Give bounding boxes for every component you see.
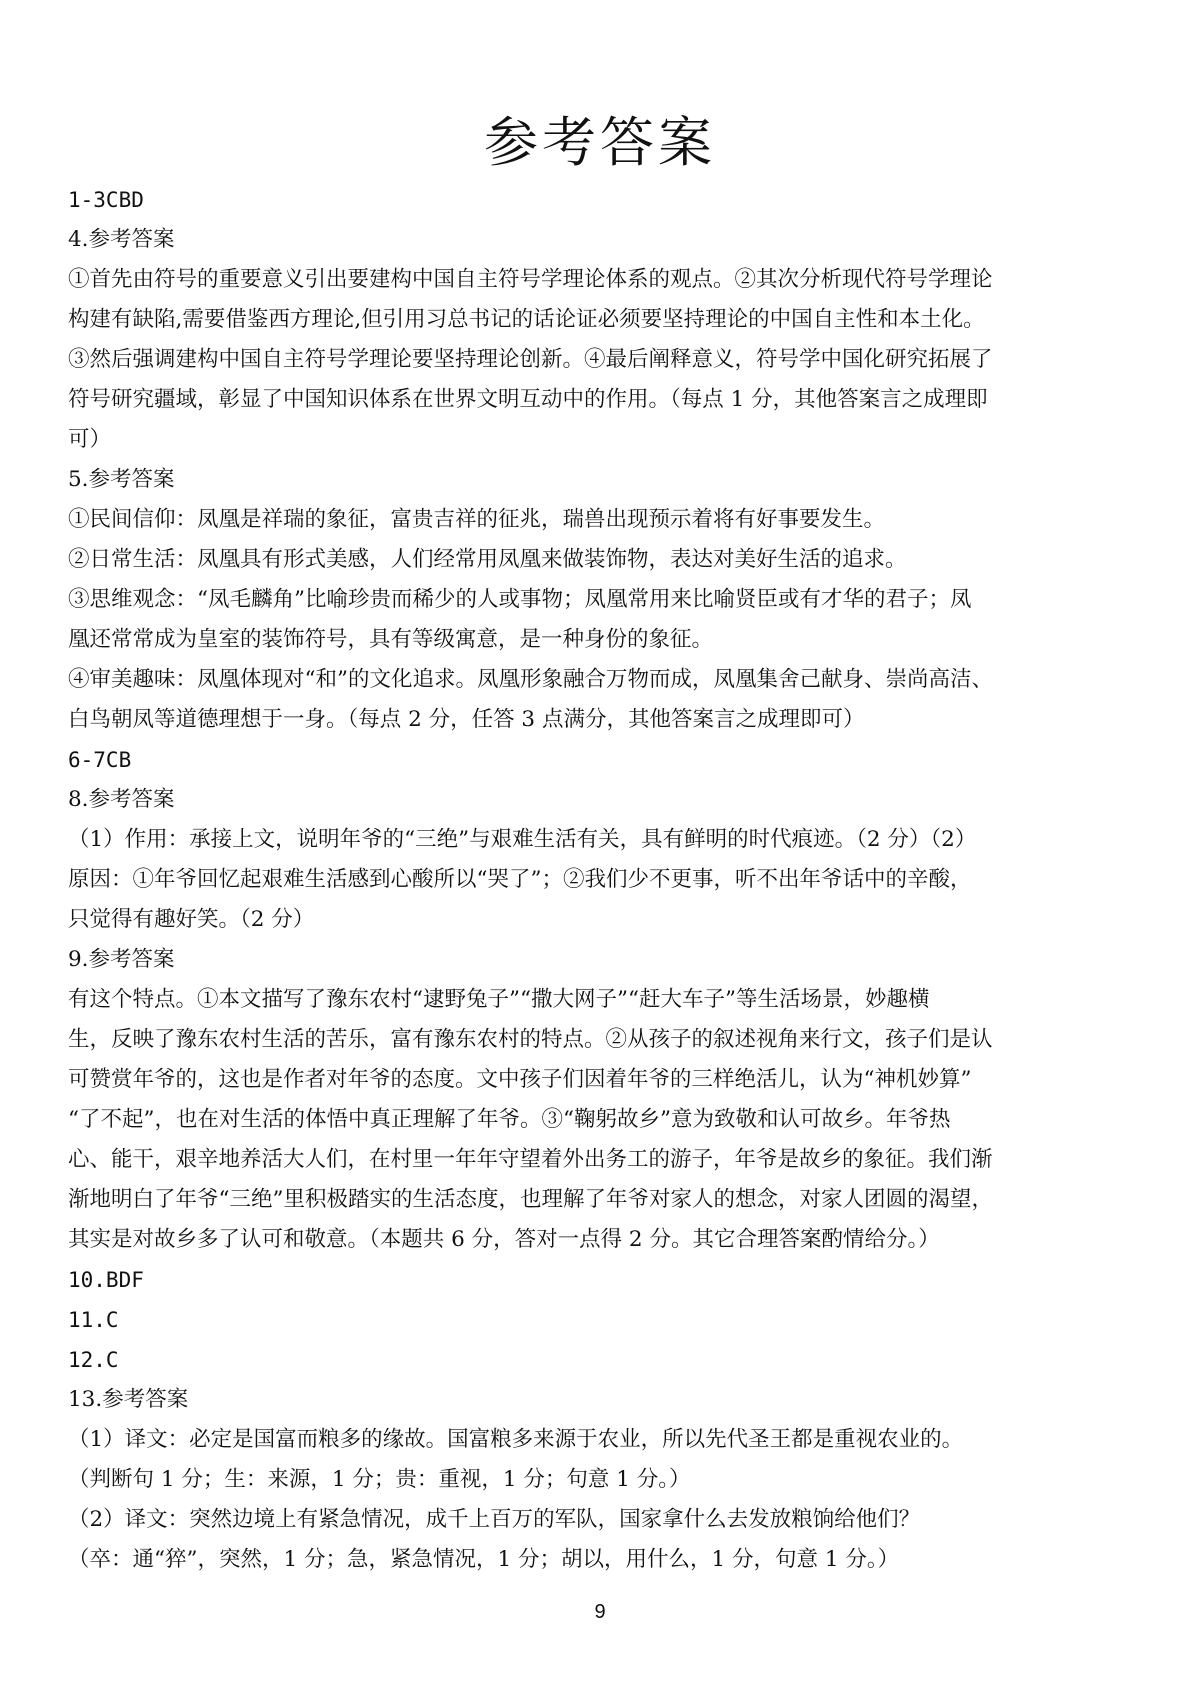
answer-line: ③然后强调建构中国自主符号学理论要坚持理论创新。④最后阐释意义，符号学中国化研究拓展了 (68, 347, 993, 372)
answer-line: 4.参考答案 (68, 227, 175, 252)
page-title: 参考答案 (484, 111, 716, 174)
answer-line: ③思维观念：“凤毛麟角”比喻珍贵而稀少的人或事物；凤凰常用来比喻贤臣或有才华的君子；凤 (68, 587, 972, 612)
answer-line: 只觉得有趣好笑。（2 分） (68, 907, 315, 932)
answer-line: 生，反映了豫东农村生活的苦乐，富有豫东农村的特点。②从孩子的叙述视角来行文，孩子们是认 (68, 1027, 993, 1052)
answer-line: 构建有缺陷,需要借鉴西方理论,但引用习总书记的话论证必须要坚持理论的中国自主性和本土化。 (68, 307, 985, 332)
page-number: 9 (594, 1601, 606, 1623)
answer-line: 心、能干，艰辛地养活大人们，在村里一年年守望着外出务工的游子，年爷是故乡的象征。我们渐 (68, 1147, 993, 1172)
answer-line: ①民间信仰：凤凰是祥瑞的象征，富贵吉祥的征兆，瑞兽出现预示着将有好事要发生。 (68, 507, 886, 532)
answer-line: 8.参考答案 (68, 787, 175, 812)
answer-line: 11.C (68, 1308, 119, 1332)
answer-line: ①首先由符号的重要意义引出要建构中国自主符号学理论体系的观点。②其次分析现代符号学理论 (68, 267, 993, 292)
answer-line: 9.参考答案 (68, 947, 175, 972)
answer-line: 13.参考答案 (68, 1387, 189, 1412)
answer-line: （1）作用：承接上文，说明年爷的“三绝”与艰难生活有关，具有鲜明的时代痕迹。（2 分）（2） (68, 827, 977, 852)
answer-line: 原因：①年爷回忆起艰难生活感到心酸所以“哭了”；②我们少不更事，听不出年爷话中的辛酸， (68, 867, 972, 892)
answer-line: （卒：通“猝”，突然，1 分；急，紧急情况，1 分；胡以，用什么，1 分，句意 1 分。） (68, 1547, 900, 1572)
answer-line: 有这个特点。①本文描写了豫东农村“逮野兔子”“撒大网子”“赶大车子”等生活场景，妙趣横 (68, 987, 930, 1012)
answer-line: 6-7CB (68, 748, 132, 772)
answer-line: 1-3CBD (68, 188, 144, 212)
answer-line: 凰还常常成为皇室的装饰符号，具有等级寓意，是一种身份的象征。 (68, 627, 714, 652)
answer-line: 10.BDF (68, 1268, 144, 1292)
answer-line: “了不起”，也在对生活的体悟中真正理解了年爷。③“鞠躬故乡”意为致敬和认可故乡。年爷热 (68, 1107, 951, 1132)
answer-line: 白鸟朝凤等道德理想于一身。（每点 2 分，任答 3 点满分，其他答案言之成理即可） (68, 707, 865, 732)
answer-line: （2）译文：突然边境上有紧急情况，成千上百万的军队，国家拿什么去发放粮饷给他们？ (68, 1507, 921, 1532)
answer-line: 12.C (68, 1348, 119, 1372)
answer-content (68, 180, 1128, 1580)
answer-line: （1）译文：必定是国富而粮多的缘故。国富粮多来源于农业，所以先代圣王都是重视农业的。 (68, 1427, 964, 1452)
answer-line: 其实是对故乡多了认可和敬意。（本题共 6 分，答对一点得 2 分。其它合理答案酌情给分。） (68, 1227, 940, 1252)
answer-line: 符号研究疆域，彰显了中国知识体系在世界文明互动中的作用。（每点 1 分，其他答案言之成理即 (68, 387, 988, 412)
answer-line: 渐地明白了年爷“三绝”里积极踏实的生活态度，也理解了年爷对家人的想念，对家人团圆的渴望， (68, 1187, 993, 1212)
answer-line: （判断句 1 分；生：来源，1 分；贵：重视，1 分；句意 1 分。） (68, 1467, 691, 1492)
answer-line: ④审美趣味：凤凰体现对“和”的文化追求。凤凰形象融合万物而成，凤凰集舍己献身、崇尚高洁、 (68, 667, 993, 692)
answer-line: 5.参考答案 (68, 467, 175, 492)
answer-line: ②日常生活：凤凰具有形式美感，人们经常用凤凰来做装饰物，表达对美好生活的追求。 (68, 547, 907, 572)
answer-line: 可赞赏年爷的，这也是作者对年爷的态度。文中孩子们因着年爷的三样绝活儿，认为“神机妙算” (68, 1067, 972, 1092)
answer-line: 可） (68, 427, 112, 452)
